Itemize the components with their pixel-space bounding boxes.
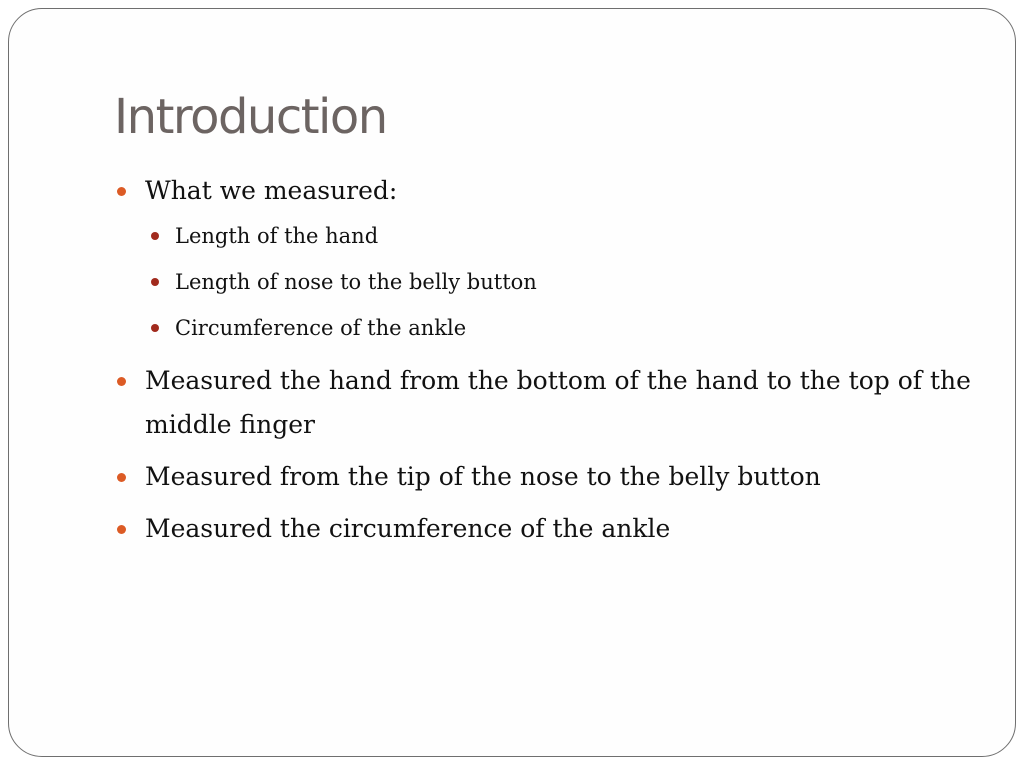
bullet-text: Measured the circumference of the ankle [145, 514, 671, 543]
slide [8, 8, 1016, 757]
sub-bullet-text: Circumference of the ankle [175, 316, 467, 340]
sub-bullet-marker-icon [151, 278, 159, 286]
bullet-item [114, 359, 974, 447]
sub-bullet-list [114, 221, 974, 343]
bullet-item [114, 507, 974, 551]
bullet-item [114, 455, 974, 499]
sub-bullet-text: Length of nose to the belly button [175, 270, 537, 294]
bullet-text: Measured the hand from the bottom of the hand to the top of the middle finger [145, 366, 971, 439]
sub-bullet-marker-icon [151, 232, 159, 240]
sub-bullet-item [114, 267, 974, 297]
sub-bullet-item [114, 313, 974, 343]
bullet-marker-icon [117, 525, 126, 534]
bullet-marker-icon [117, 377, 126, 386]
bullet-text: What we measured: [145, 176, 398, 205]
sub-bullet-text: Length of the hand [175, 224, 379, 248]
bullet-text: Measured from the tip of the nose to the belly button [145, 462, 821, 491]
bullet-marker-icon [117, 473, 126, 482]
bullet-item [114, 169, 974, 213]
bullet-marker-icon [117, 187, 126, 196]
sub-bullet-item [114, 221, 974, 251]
slide-title: Introduction [114, 89, 387, 145]
sub-bullet-marker-icon [151, 324, 159, 332]
bullet-list [114, 169, 974, 559]
sub-bullet-group [114, 221, 974, 343]
